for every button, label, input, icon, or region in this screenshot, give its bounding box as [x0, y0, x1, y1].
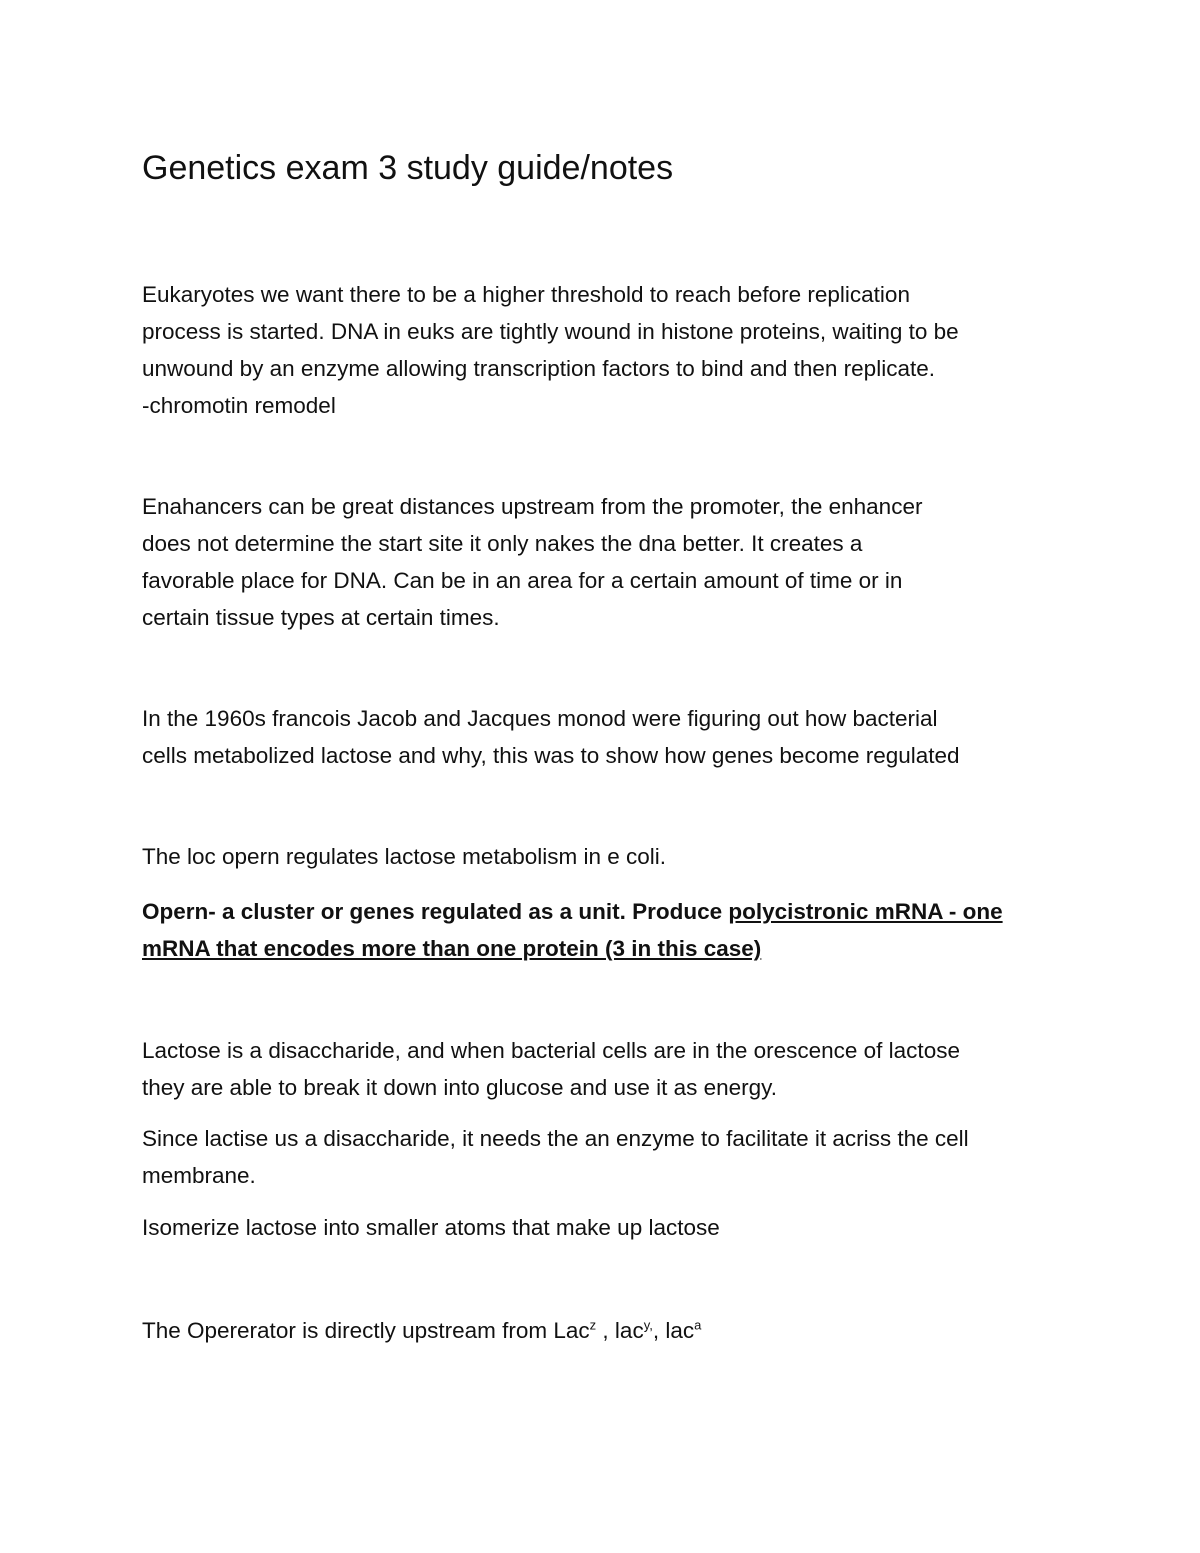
text-line: Enahancers can be great distances upstream from the promoter, the enhancer: [142, 494, 923, 519]
text-line: -chromotin remodel: [142, 393, 336, 418]
paragraph-isomerize: [142, 1209, 1072, 1246]
text-line: The loc opern regulates lactose metabolism in e coli.: [142, 844, 667, 869]
text-line: Eukaryotes we want there to be a higher threshold to reach before replication: [142, 282, 910, 307]
text-line: they are able to break it down into glucose and use it as energy.: [142, 1075, 777, 1100]
operator-text: The Opererator is directly upstream from Lac: [142, 1318, 590, 1343]
superscript-y: y,: [643, 1317, 653, 1333]
paragraph-operator: [142, 1312, 1072, 1349]
text-line: does not determine the start site it only nakes the dna better. It creates a: [142, 531, 863, 556]
paragraph-lactose: [142, 1032, 1072, 1106]
text-line: [142, 1312, 1072, 1349]
text-line: unwound by an enzyme allowing transcription factors to bind and then replicate.: [142, 356, 935, 381]
text-line: certain tissue types at certain times.: [142, 605, 500, 630]
underlined-text: polycistronic mRNA - one: [728, 899, 1003, 924]
text-line: [142, 893, 1072, 930]
paragraph-jacob-monod: [142, 700, 1072, 774]
paragraph-enhancers: [142, 488, 1072, 636]
text-line: Lactose is a disaccharide, and when bacterial cells are in the orescence of lactose: [142, 1038, 960, 1063]
separator: , lac: [596, 1318, 644, 1343]
text-line: favorable place for DNA. Can be in an area for a certain amount of time or in: [142, 568, 903, 593]
text-line: Isomerize lactose into smaller atoms that make up lactose: [142, 1215, 720, 1240]
text-line: membrane.: [142, 1163, 256, 1188]
text-line: In the 1960s francois Jacob and Jacques monod were figuring out how bacterial: [142, 706, 938, 731]
bold-text: Opern- a cluster or genes regulated as a unit. Produce: [142, 899, 729, 924]
document-title: Genetics exam 3 study guide/notes: [142, 149, 674, 187]
text-line: Since lactise us a disaccharide, it needs the an enzyme to facilitate it acriss the cell: [142, 1126, 969, 1151]
superscript-a: a: [694, 1317, 702, 1333]
underlined-text: mRNA that encodes more than one protein (3 in this case): [142, 936, 762, 961]
text-line: process is started. DNA in euks are tightly wound in histone proteins, waiting to be: [142, 319, 959, 344]
paragraph-lactise: [142, 1120, 1072, 1194]
paragraph-operon-definition: [142, 893, 1072, 967]
separator: , lac: [652, 1318, 695, 1343]
paragraph-eukaryotes: [142, 276, 1072, 424]
superscript-z: z: [589, 1317, 597, 1333]
paragraph-lac-operon: [142, 838, 1072, 875]
text-line: cells metabolized lactose and why, this was to show how genes become regulated: [142, 743, 960, 768]
